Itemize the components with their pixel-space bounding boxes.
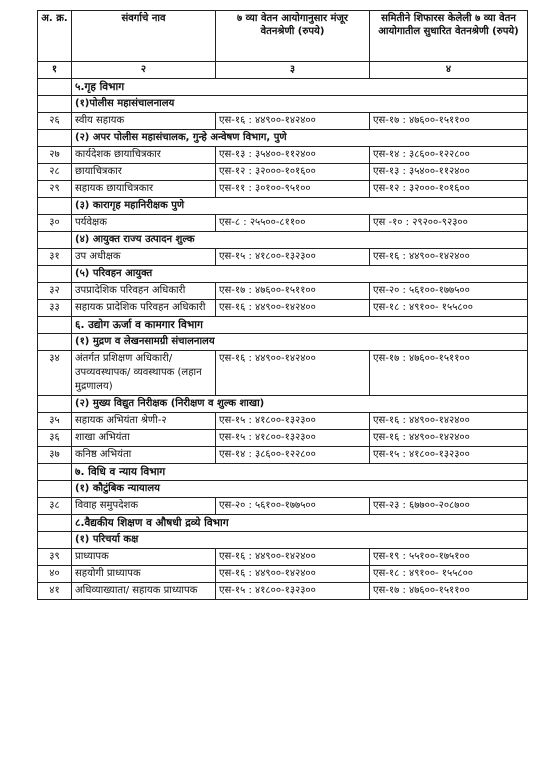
empty-cell: [38, 396, 72, 413]
empty-cell: [38, 481, 72, 498]
empty-cell: [38, 96, 72, 113]
table-row: [38, 351, 528, 396]
table-row: [38, 447, 528, 464]
office-subsection-row: [38, 266, 528, 283]
table-row: [38, 566, 528, 583]
serial-number: ३१: [38, 249, 72, 266]
office-subsection-row: [38, 198, 528, 215]
office-title: (५) परिवहन आयुक्त: [72, 266, 528, 283]
approved-pay-scale: एस-१७ : ४७६००-१५११००: [216, 283, 370, 300]
column-number: १: [38, 62, 72, 79]
recommended-pay-scale: एस -१० : २९२००-९२३००: [370, 215, 528, 232]
cadre-name: पर्यवेक्षक: [72, 215, 216, 232]
empty-cell: [38, 130, 72, 147]
approved-pay-scale: एस-१४ : ३८६००-१२२८००: [216, 447, 370, 464]
office-title: (१) परिचर्या कक्ष: [72, 532, 528, 549]
header-recommended-pay-scale: समितीने शिफारस केलेली ७ व्या वेतन आयोगातील सुधारित वेतनश्रेणी (रुपये): [370, 11, 528, 62]
table-row: [38, 583, 528, 600]
recommended-pay-scale: एस-१४ : ३८६००-१२२८००: [370, 147, 528, 164]
recommended-pay-scale: एस-१७ : ४७६००-१५११००: [370, 583, 528, 600]
table-row: [38, 430, 528, 447]
approved-pay-scale: एस-१२ : ३२०००-१०१६००: [216, 164, 370, 181]
table-row: [38, 498, 528, 515]
table-row: [38, 147, 528, 164]
approved-pay-scale: एस-१६ : ४४९००-१४२४००: [216, 113, 370, 130]
serial-number: २८: [38, 164, 72, 181]
header-approved-pay-scale: ७ व्या वेतन आयोगानुसार मंजूर वेतनश्रेणी (रुपये): [216, 11, 370, 62]
table-body: [38, 79, 528, 600]
serial-number: ३४: [38, 351, 72, 396]
pay-scale-table: [37, 10, 528, 600]
empty-cell: [38, 198, 72, 215]
table-row: [38, 549, 528, 566]
recommended-pay-scale: एस-१६ : ४४९००-१४२४००: [370, 413, 528, 430]
cadre-name: सहायक छायाचित्रकार: [72, 181, 216, 198]
table-row: [38, 300, 528, 317]
recommended-pay-scale: एस-१८ : ४९१००- १५५८००: [370, 300, 528, 317]
empty-cell: [38, 532, 72, 549]
cadre-name: कनिष्ठ अभियंता: [72, 447, 216, 464]
serial-number: ४१: [38, 583, 72, 600]
recommended-pay-scale: एस-१६ : ४४९००-१४२४००: [370, 249, 528, 266]
empty-cell: [38, 464, 72, 481]
serial-number: ३३: [38, 300, 72, 317]
serial-number: ३७: [38, 447, 72, 464]
header-serial-number: अ. क्र.: [38, 11, 72, 62]
recommended-pay-scale: एस-१७ : ४७६००-१५११००: [370, 351, 528, 396]
serial-number: २६: [38, 113, 72, 130]
recommended-pay-scale: एस-१२ : ३२०००-१०१६००: [370, 181, 528, 198]
approved-pay-scale: एस-१६ : ४४९००-१४२४००: [216, 566, 370, 583]
department-title: ५.गृह विभाग: [72, 79, 528, 96]
approved-pay-scale: एस-८ : २५५००-८११००: [216, 215, 370, 232]
approved-pay-scale: एस-१६ : ४४९००-१४२४००: [216, 300, 370, 317]
office-title: (१) मुद्रण व लेखनसामग्री संचालनालय: [72, 334, 528, 351]
serial-number: ३९: [38, 549, 72, 566]
cadre-name: सहायक अभियंता श्रेणी-२: [72, 413, 216, 430]
office-title: (१) कौटुंबिक न्यायालय: [72, 481, 528, 498]
approved-pay-scale: एस-१३ : ३५४००-११२४००: [216, 147, 370, 164]
recommended-pay-scale: एस-१५ : ४१८००-१३२३००: [370, 447, 528, 464]
table-row: [38, 249, 528, 266]
department-title: ६. उद्योग ऊर्जा व कामगार विभाग: [72, 317, 528, 334]
column-number-row: [38, 62, 528, 79]
department-section-row: [38, 79, 528, 96]
cadre-name: सहयोगी प्राध्यापक: [72, 566, 216, 583]
empty-cell: [38, 266, 72, 283]
table-header-row: [38, 11, 528, 62]
cadre-name: स्वीय सहायक: [72, 113, 216, 130]
empty-cell: [38, 334, 72, 351]
table-row: [38, 113, 528, 130]
office-title: (१)पोलीस महासंचालनालय: [72, 96, 528, 113]
recommended-pay-scale: एस-१८ : ४९१००- १५५८००: [370, 566, 528, 583]
serial-number: ४०: [38, 566, 72, 583]
approved-pay-scale: एस-१६ : ४४९००-१४२४००: [216, 549, 370, 566]
department-section-row: [38, 317, 528, 334]
office-subsection-row: [38, 532, 528, 549]
cadre-name: छायाचित्रकार: [72, 164, 216, 181]
office-title: (४) आयुक्त राज्य उत्पादन शुल्क: [72, 232, 528, 249]
department-title: ७. विधि व न्याय विभाग: [72, 464, 528, 481]
serial-number: ३०: [38, 215, 72, 232]
cadre-name: कार्यदेशक छायाचित्रकार: [72, 147, 216, 164]
serial-number: २९: [38, 181, 72, 198]
empty-cell: [38, 232, 72, 249]
approved-pay-scale: एस-२० : ५६१००-१७७५००: [216, 498, 370, 515]
column-number: ३: [216, 62, 370, 79]
office-title: (३) कारागृह महानिरीक्षक पुणे: [72, 198, 528, 215]
approved-pay-scale: एस-१५ : ४१८००-१३२३००: [216, 430, 370, 447]
serial-number: ३२: [38, 283, 72, 300]
header-cadre-name: संवर्गाचे नाव: [72, 11, 216, 62]
office-subsection-row: [38, 396, 528, 413]
recommended-pay-scale: एस-२० : ५६१००-१७७५००: [370, 283, 528, 300]
office-subsection-row: [38, 232, 528, 249]
approved-pay-scale: एस-१५ : ४१८००-१३२३००: [216, 249, 370, 266]
table-row: [38, 413, 528, 430]
recommended-pay-scale: एस-२३ : ६७७००-२०८७००: [370, 498, 528, 515]
approved-pay-scale: एस-१५ : ४१८००-१३२३००: [216, 583, 370, 600]
office-title: (२) अपर पोलीस महासंचालक, गुन्हे अन्वेषण विभाग, पुणे: [72, 130, 528, 147]
table-row: [38, 283, 528, 300]
approved-pay-scale: एस-११ : ३०१००-९५१००: [216, 181, 370, 198]
serial-number: ३५: [38, 413, 72, 430]
office-subsection-row: [38, 96, 528, 113]
recommended-pay-scale: एस-१७ : ४७६००-१५११००: [370, 113, 528, 130]
table-row: [38, 164, 528, 181]
column-number: २: [72, 62, 216, 79]
empty-cell: [38, 515, 72, 532]
column-number: ४: [370, 62, 528, 79]
approved-pay-scale: एस-१६ : ४४९००-१४२४००: [216, 351, 370, 396]
office-subsection-row: [38, 130, 528, 147]
office-subsection-row: [38, 334, 528, 351]
empty-cell: [38, 317, 72, 334]
recommended-pay-scale: एस-१६ : ४४९००-१४२४००: [370, 430, 528, 447]
department-title: ८.वैद्यकीय शिक्षण व औषधी द्रव्ये विभाग: [72, 515, 528, 532]
table-row: [38, 181, 528, 198]
cadre-name: अंतर्गत प्रशिक्षण अधिकारी/ उपव्यवस्थापक/ व्यवस्थापक (लहान मुद्रणालय): [72, 351, 216, 396]
cadre-name: उपप्रादेशिक परिवहन अधिकारी: [72, 283, 216, 300]
cadre-name: अधिव्याख्याता/ सहायक प्राध्यापक: [72, 583, 216, 600]
serial-number: २७: [38, 147, 72, 164]
office-title: (२) मुख्य विद्युत निरीक्षक (निरीक्षण व शुल्क शाखा): [72, 396, 528, 413]
cadre-name: शाखा अभियंता: [72, 430, 216, 447]
cadre-name: सहायक प्रादेशिक परिवहन अधिकारी: [72, 300, 216, 317]
office-subsection-row: [38, 481, 528, 498]
table-row: [38, 215, 528, 232]
recommended-pay-scale: एस-१९ : ५५१००-१७५१००: [370, 549, 528, 566]
empty-cell: [38, 79, 72, 96]
department-section-row: [38, 464, 528, 481]
department-section-row: [38, 515, 528, 532]
approved-pay-scale: एस-१५ : ४१८००-१३२३००: [216, 413, 370, 430]
cadre-name: विवाह समुपदेशक: [72, 498, 216, 515]
cadre-name: उप अधीक्षक: [72, 249, 216, 266]
serial-number: ३६: [38, 430, 72, 447]
serial-number: ३८: [38, 498, 72, 515]
cadre-name: प्राध्यापक: [72, 549, 216, 566]
recommended-pay-scale: एस-१३ : ३५४००-११२४००: [370, 164, 528, 181]
